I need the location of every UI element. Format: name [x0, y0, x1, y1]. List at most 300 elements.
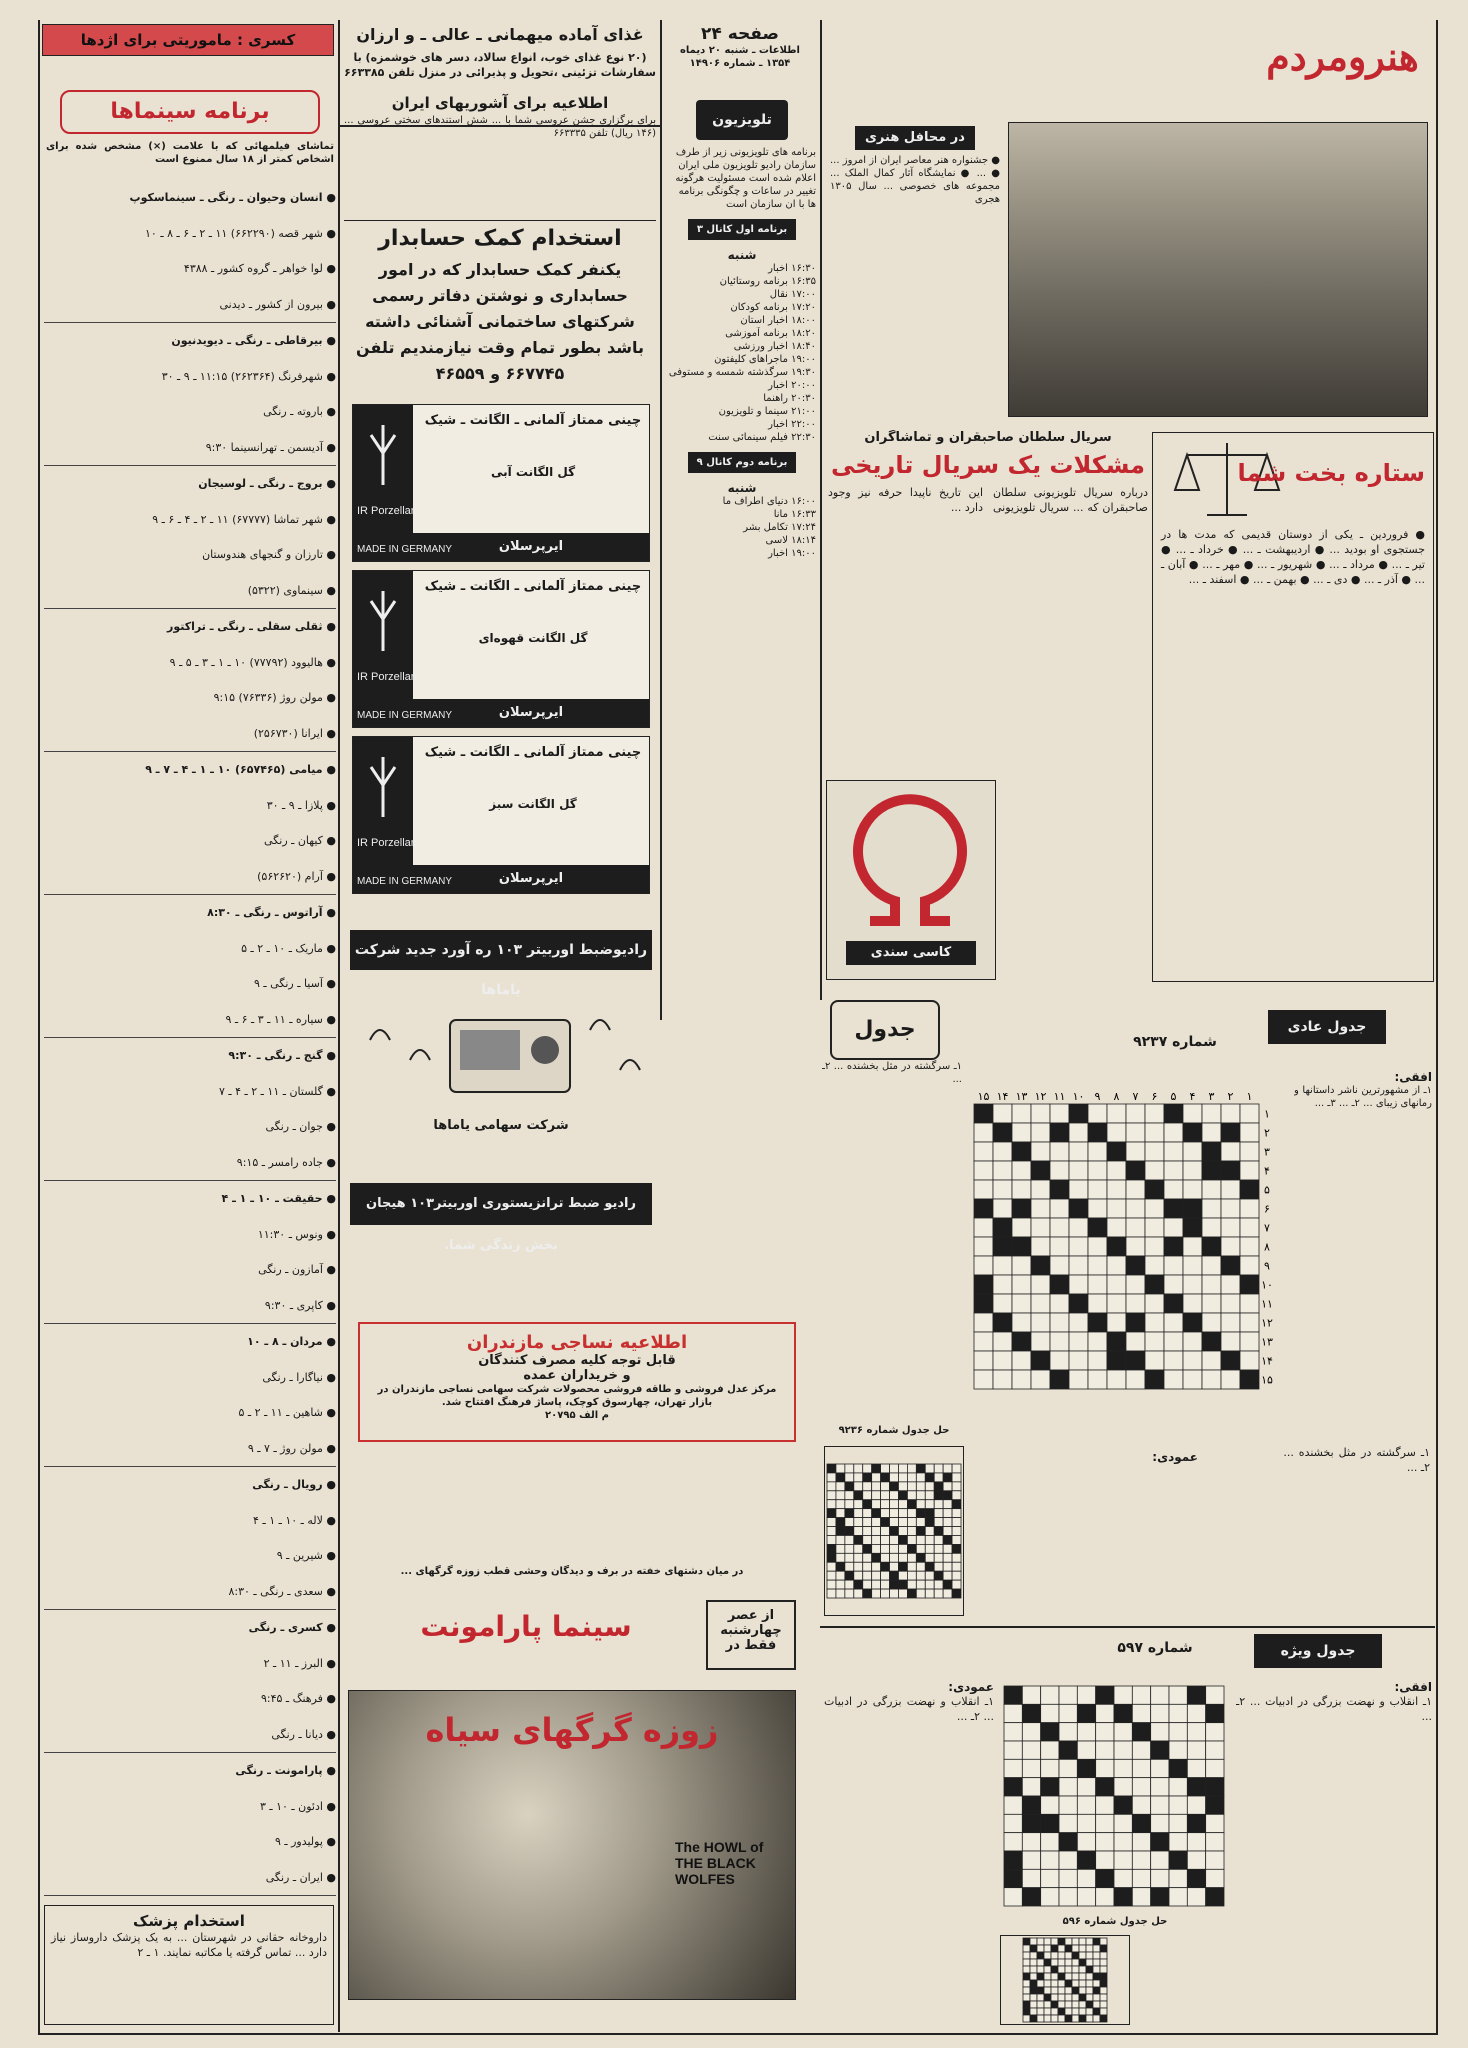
crossword1-grid-svg	[968, 1080, 1278, 1410]
crossword-block-cell	[1023, 2008, 1030, 2015]
crossword-column-number: ۱۴	[996, 1090, 1009, 1103]
crossword2-solution	[1000, 1935, 1130, 2025]
border-right	[1436, 20, 1438, 2035]
crossword-block-cell	[1050, 1180, 1069, 1199]
crossword2-grid-svg	[1000, 1680, 1228, 1910]
crossword-cell	[1126, 1180, 1145, 1199]
crossword-cell	[827, 1589, 836, 1598]
cinema-list-item: ● آسیا ـ رنگی ـ ۹	[253, 977, 336, 990]
crossword-cell	[1221, 1294, 1240, 1313]
crossword-cell	[1151, 1851, 1169, 1869]
crossword-block-cell	[1126, 1351, 1145, 1370]
crossword-block-cell	[1065, 1980, 1072, 1987]
crossword-cell	[1023, 2015, 1030, 2022]
crossword2-number: شماره ۵۹۷	[1117, 1640, 1193, 1656]
crossword-block-cell	[890, 1527, 899, 1536]
crossword-block-cell	[836, 1518, 845, 1527]
crossword-cell	[827, 1527, 836, 1536]
crossword2-v-label: عمودی:	[948, 1680, 994, 1694]
crossword-block-cell	[1030, 1980, 1037, 1987]
crossword-block-cell	[1093, 1938, 1100, 1945]
crossword-cell	[1041, 1759, 1059, 1777]
crossword-cell	[1126, 1237, 1145, 1256]
crossword-cell	[1164, 1256, 1183, 1275]
cinema-list-item: ● شهر قصه (۶۶۲۲۹۰) ۱۱ ـ ۲ ـ ۶ ـ ۸ ـ ۱۰	[145, 226, 336, 240]
crossword-cell	[1164, 1313, 1183, 1332]
crossword-cell	[863, 1562, 872, 1571]
food-ad-text: (۲۰ نوع غذای خوب، انواع سالاد، دسر های خوشمزه) با سفارشات تزئینی ،تحویل و پذیرائی در منزل تلفن ۶۶۳۳۸۵	[344, 51, 656, 79]
crossword-cell	[974, 1237, 993, 1256]
tv-ch1-item: ۱۹:۰۰ ماجراهای کلیفتون	[714, 354, 816, 365]
crossword-cell	[1164, 1370, 1183, 1389]
crossword-cell	[827, 1580, 836, 1589]
crossword-cell	[1065, 1966, 1072, 1973]
crossword-cell	[1088, 1370, 1107, 1389]
cinema-list-item: ● نیاگارا ـ رنگی	[262, 1370, 336, 1384]
crossword-cell	[1023, 1959, 1030, 1966]
crossword-cell	[907, 1562, 916, 1571]
crossword-block-cell	[1240, 1180, 1259, 1199]
crossword-cell	[890, 1518, 899, 1527]
crossword-cell	[1077, 1723, 1095, 1741]
crossword-cell	[854, 1473, 863, 1482]
crossword-cell	[1240, 1161, 1259, 1180]
crossword-cell	[854, 1562, 863, 1571]
crossword-cell	[943, 1571, 952, 1580]
crossword-cell	[845, 1500, 854, 1509]
crossword-cell	[934, 1518, 943, 1527]
crossword-block-cell	[1037, 1987, 1044, 1994]
crossword-cell	[881, 1544, 890, 1553]
crossword-block-cell	[1031, 1351, 1050, 1370]
cinema-list-item: ● جاده رامسر ـ ۹:۱۵	[44, 1145, 336, 1182]
porcelain-ad-3	[352, 736, 650, 894]
crossword-cell	[1107, 1313, 1126, 1332]
crossword-cell	[974, 1180, 993, 1199]
crossword-cell	[1088, 1275, 1107, 1294]
crossword-cell	[1086, 1973, 1093, 1980]
crossword-cell	[1240, 1351, 1259, 1370]
crossword-cell	[890, 1500, 899, 1509]
crossword-cell	[943, 1589, 952, 1598]
porcelain-logo-1	[353, 405, 413, 561]
hrule-crossword2	[820, 1626, 1435, 1628]
crossword-block-cell	[1187, 1778, 1205, 1796]
crossword2-prev: حل جدول شماره ۵۹۶	[1062, 1916, 1168, 1927]
crossword-cell	[898, 1544, 907, 1553]
crossword-cell	[1050, 1142, 1069, 1161]
crossword-cell	[1065, 1987, 1072, 1994]
tv-ch1-item: ۱۸:۲۰ برنامه آموزشی	[725, 328, 816, 339]
crossword-cell	[1093, 1980, 1100, 1987]
crossword-cell	[916, 1562, 925, 1571]
crossword2-vertical	[824, 1680, 994, 2025]
crossword-block-cell	[943, 1473, 952, 1482]
crossword-cell	[1079, 1952, 1086, 1959]
crossword-cell	[993, 1256, 1012, 1275]
tv-ch1-list	[668, 262, 816, 444]
crossword-cell	[836, 1544, 845, 1553]
crossword-cell	[872, 1571, 881, 1580]
crossword-cell	[1221, 1218, 1240, 1237]
crossword2-h-label: افقی:	[1394, 1680, 1432, 1694]
crossword-cell	[836, 1509, 845, 1518]
crossword-block-cell	[993, 1237, 1012, 1256]
crossword1-solution-svg	[825, 1447, 963, 1615]
omega-logo-icon	[826, 781, 995, 941]
crossword-cell	[881, 1580, 890, 1589]
crossword-block-cell	[1086, 2001, 1093, 2008]
cinema-list-banner	[60, 90, 320, 134]
crossword-cell	[863, 1580, 872, 1589]
crossword-cell	[916, 1473, 925, 1482]
crossword-cell	[952, 1491, 961, 1500]
cinema-list-item: ● شیرین ـ ۹	[276, 1549, 336, 1562]
horoscope	[1152, 432, 1434, 982]
crossword-cell	[1187, 1851, 1205, 1869]
crossword-cell	[1030, 1952, 1037, 1959]
crossword-block-cell	[1093, 1973, 1100, 1980]
crossword-cell	[925, 1580, 934, 1589]
crossword-cell	[1164, 1218, 1183, 1237]
crossword-cell	[1050, 1313, 1069, 1332]
cinema-list-item: ● گنج ـ رنگی ـ ۹:۳۰	[228, 1049, 336, 1062]
cinema-list-item: ● مردان ـ ۸ ـ ۱۰	[247, 1335, 336, 1348]
tv-ch2-item: ۱۶:۳۳ مانا	[773, 509, 816, 520]
cinema-list-item: ● ماریک ـ ۱۰ ـ ۲ ـ ۵	[241, 941, 336, 955]
crossword-cell	[1086, 1952, 1093, 1959]
crossword-cell	[898, 1527, 907, 1536]
crossword-cell	[863, 1571, 872, 1580]
crossword-column-number: ۸	[1113, 1090, 1120, 1103]
crossword2-tag: جدول ویژه	[1254, 1634, 1382, 1668]
crossword-cell	[1114, 1869, 1132, 1887]
crossword-cell	[872, 1562, 881, 1571]
crossword-cell	[1114, 1759, 1132, 1777]
crossword-block-cell	[1050, 1123, 1069, 1142]
cinema-ad-venue: سینما پارامونت	[420, 1610, 632, 1643]
crossword-cell	[1145, 1294, 1164, 1313]
crossword-cell	[1072, 1938, 1079, 1945]
crossword-cell	[1240, 1104, 1259, 1123]
tv-ch2-item: ۱۹:۰۰ اخبار	[768, 548, 816, 559]
crossword-cell	[1051, 2015, 1058, 2022]
crossword-cell	[1151, 1704, 1169, 1722]
crossword-cell	[1069, 1161, 1088, 1180]
crossword-block-cell	[1030, 1987, 1037, 1994]
crossword-block-cell	[1059, 1833, 1077, 1851]
crossword-cell	[1050, 1104, 1069, 1123]
crossword-block-cell	[916, 1509, 925, 1518]
crossword-block-cell	[1206, 1796, 1224, 1814]
crossword-cell	[925, 1527, 934, 1536]
crossword-logo-text: جدول	[854, 1017, 916, 1042]
crossword-cell	[1088, 1161, 1107, 1180]
crossword-cell	[1107, 1180, 1126, 1199]
serial-kicker: سریال سلطان صاحبقران و تماشاگران	[864, 430, 1112, 445]
cinema-list-items	[44, 180, 336, 1900]
crossword-cell	[1114, 1778, 1132, 1796]
crossword-block-cell	[934, 1527, 943, 1536]
crossword-block-cell	[1041, 1778, 1059, 1796]
crossword-cell	[1012, 1351, 1031, 1370]
radio-cassette-icon	[350, 1000, 652, 1108]
crossword-cell	[907, 1482, 916, 1491]
crossword-cell	[1023, 1994, 1030, 2001]
tv-ch1-item: ۱۹:۳۰ سرگذشته شمسه و مستوفی	[668, 367, 816, 378]
crossword-cell	[1050, 1237, 1069, 1256]
omega-ad	[826, 780, 996, 980]
crossword-cell	[1151, 1869, 1169, 1887]
crossword-cell	[1072, 1994, 1079, 2001]
crossword-block-cell	[1012, 1142, 1031, 1161]
crossword-block-cell	[1202, 1332, 1221, 1351]
crossword-cell	[993, 1275, 1012, 1294]
crossword-logo	[830, 1000, 940, 1060]
crossword-cell	[1164, 1180, 1183, 1199]
crossword-cell	[907, 1473, 916, 1482]
accountant-ad-title: استخدام کمک حسابدار	[378, 226, 622, 251]
crossword-cell	[952, 1580, 961, 1589]
crossword-cell	[1079, 1938, 1086, 1945]
crossword-cell	[827, 1518, 836, 1527]
crossword-cell	[1126, 1104, 1145, 1123]
radio-ad-footer: رادیو ضبط ترانزیستوری اوربیتر۱۰۳ هیجان بخش زندگی شما.	[350, 1183, 652, 1225]
crossword1-v-text: ۱ـ سرگشته در مثل بخشنده ... ۲ـ ...	[822, 1061, 962, 1085]
crossword-cell	[863, 1491, 872, 1500]
crossword-block-cell	[907, 1544, 916, 1553]
crossword-block-cell	[925, 1562, 934, 1571]
crossword-row-number: ۱۵	[1261, 1373, 1273, 1387]
crossword-cell	[1145, 1237, 1164, 1256]
crossword-cell	[1044, 1980, 1051, 1987]
cinema-ad-when: از عصر چهارشنبه فقط در	[706, 1600, 796, 1670]
crossword-cell	[1041, 1888, 1059, 1906]
crossword-cell	[1079, 2008, 1086, 2015]
crossword-cell	[1058, 1994, 1065, 2001]
crossword-block-cell	[898, 1491, 907, 1500]
crossword-cell	[1093, 1959, 1100, 1966]
crossword-cell	[1164, 1161, 1183, 1180]
crossword-cell	[1183, 1275, 1202, 1294]
assyrian-ad-title: اطلاعیه برای آشوریهای ایران	[391, 94, 609, 112]
crossword-cell	[1183, 1161, 1202, 1180]
crossword-cell	[845, 1553, 854, 1562]
crossword1-v-label: عمودی:	[1152, 1450, 1198, 1464]
crossword-cell	[1164, 1332, 1183, 1351]
crossword-cell	[1126, 1370, 1145, 1389]
crossword-cell	[943, 1553, 952, 1562]
crossword-cell	[1059, 1686, 1077, 1704]
crossword-cell	[934, 1535, 943, 1544]
crossword-cell	[1031, 1237, 1050, 1256]
crossword-cell	[974, 1123, 993, 1142]
crossword-block-cell	[1031, 1161, 1050, 1180]
crossword-block-cell	[836, 1473, 845, 1482]
crossword-cell	[1037, 1980, 1044, 1987]
crossword-block-cell	[943, 1580, 952, 1589]
crossword-cell	[1022, 1851, 1040, 1869]
crossword-cell	[1012, 1123, 1031, 1142]
crossword-cell	[1107, 1370, 1126, 1389]
textile-ad-sub2: و خریداران عمده	[523, 1368, 631, 1383]
crossword-cell	[1100, 1987, 1107, 1994]
crossword-block-cell	[881, 1518, 890, 1527]
tv-ch1-item: ۲۱:۰۰ سینما و تلویزیون	[718, 406, 816, 417]
crossword-cell	[1206, 1869, 1224, 1887]
porcelain-brand-3: IR Porzellan	[357, 837, 417, 849]
crossword2-grid	[1000, 1680, 1228, 1910]
crossword-block-cell	[952, 1544, 961, 1553]
crossword-cell	[907, 1464, 916, 1473]
crossword-cell	[1037, 1994, 1044, 2001]
crossword-cell	[1041, 1704, 1059, 1722]
crossword-block-cell	[1151, 1888, 1169, 1906]
crossword-block-cell	[1050, 1370, 1069, 1389]
crossword-cell	[1037, 2001, 1044, 2008]
crossword-block-cell	[1100, 1973, 1107, 1980]
crossword-cell	[1187, 1704, 1205, 1722]
crossword-cell	[1096, 1704, 1114, 1722]
crossword-column-number: ۱۳	[1015, 1090, 1028, 1103]
crossword-cell	[845, 1589, 854, 1598]
crossword-cell	[1041, 1686, 1059, 1704]
crossword-cell	[845, 1473, 854, 1482]
crossword-cell	[1069, 1123, 1088, 1142]
crossword-block-cell	[1183, 1218, 1202, 1237]
crossword1-grid	[968, 1080, 1278, 1410]
crossword-cell	[854, 1464, 863, 1473]
crossword-block-cell	[1107, 1142, 1126, 1161]
crossword-cell	[1065, 1938, 1072, 1945]
accountant-ad	[344, 220, 656, 395]
crossword-block-cell	[1114, 1796, 1132, 1814]
crossword-block-cell	[1183, 1313, 1202, 1332]
crossword-cell	[974, 1256, 993, 1275]
crossword-cell	[854, 1527, 863, 1536]
crossword-block-cell	[925, 1509, 934, 1518]
porcelain-crown-icon	[353, 405, 413, 561]
crossword-block-cell	[1183, 1199, 1202, 1218]
tv-ch2-list	[668, 495, 816, 560]
crossword-block-cell	[943, 1491, 952, 1500]
crossword-cell	[907, 1491, 916, 1500]
crossword-column-number: ۳	[1208, 1090, 1215, 1103]
tv-ch1-item: ۱۷:۰۰ نقال	[769, 289, 816, 300]
crossword-cell	[1079, 1966, 1086, 1973]
crossword-block-cell	[898, 1562, 907, 1571]
serial-text: درباره سریال تلویزیونی سلطان صاحبقران که ... سریال تلویزیونی این تاریخ ناپیدا حرفه نیز وجود دارد ...	[828, 486, 1148, 514]
crossword-cell	[1107, 1161, 1126, 1180]
crossword-cell	[1151, 1796, 1169, 1814]
crossword-cell	[1059, 1796, 1077, 1814]
crossword-block-cell	[1004, 1851, 1022, 1869]
crossword-cell	[1031, 1123, 1050, 1142]
crossword-cell	[1030, 1966, 1037, 1973]
cinema-list-item: ● بیرقاطی ـ رنگی ـ دیویدنیون	[171, 334, 336, 347]
crossword-block-cell	[827, 1553, 836, 1562]
crossword-block-cell	[916, 1464, 925, 1473]
cinema-list-item: ● سیاره ـ ۱۱ ـ ۳ ـ ۶ ـ ۹	[44, 1002, 336, 1039]
masthead-title: هنرومردم	[1266, 34, 1419, 79]
cinema-list-item: ● آرام (۵۶۲۶۲۰)	[44, 859, 336, 896]
crossword-cell	[881, 1527, 890, 1536]
crossword-cell	[898, 1482, 907, 1491]
cinema-list-item: ● مولن روژ (۷۶۳۳۶) ۹:۱۵	[213, 691, 336, 704]
crossword-cell	[1093, 1945, 1100, 1952]
crossword-cell	[1079, 2001, 1086, 2008]
crossword-column-number: ۱	[1246, 1090, 1253, 1103]
crossword-cell	[916, 1491, 925, 1500]
crossword-cell	[1077, 1869, 1095, 1887]
crossword-cell	[1031, 1370, 1050, 1389]
tv-ch1-item: ۱۸:۴۰ اخبار ورزشی	[733, 341, 816, 352]
crossword-block-cell	[827, 1544, 836, 1553]
crossword-cell	[1240, 1313, 1259, 1332]
crossword-cell	[943, 1482, 952, 1491]
crossword-block-cell	[1096, 1686, 1114, 1704]
crossword-block-cell	[845, 1509, 854, 1518]
crossword-block-cell	[1072, 1987, 1079, 1994]
crossword-cell	[1051, 1973, 1058, 1980]
crossword-cell	[1012, 1161, 1031, 1180]
tv-ch2-item: ۱۷:۲۴ تکامل بشر	[743, 522, 816, 533]
crossword-cell	[836, 1553, 845, 1562]
crossword-cell	[1077, 1814, 1095, 1832]
doctor-ad-text: داروخانه حقانی در شهرستان ... به یک پزشک داروساز نیاز دارد ... تماس گرفته یا مکاتبه نمایند. ۱ ـ ۲	[51, 1931, 327, 1959]
crossword-cell	[1151, 1759, 1169, 1777]
crossword-block-cell	[1077, 1851, 1095, 1869]
cinema-list-item: ● آمازون ـ رنگی	[258, 1263, 336, 1276]
crossword-cell	[916, 1535, 925, 1544]
crossword-block-cell	[1077, 1704, 1095, 1722]
crossword-cell	[845, 1518, 854, 1527]
crossword-block-cell	[1164, 1294, 1183, 1313]
crossword-block-cell	[1058, 2008, 1065, 2015]
crossword-cell	[1065, 1973, 1072, 1980]
crossword-cell	[1187, 1723, 1205, 1741]
crossword-cell	[943, 1509, 952, 1518]
crossword-cell	[943, 1527, 952, 1536]
crossword-block-cell	[1093, 2008, 1100, 2015]
crossword-cell	[934, 1580, 943, 1589]
crossword-cell	[1069, 1370, 1088, 1389]
crossword-cell	[1069, 1218, 1088, 1237]
issue-info	[665, 24, 815, 94]
cinema-ad-header	[348, 1600, 796, 1680]
crossword-cell	[854, 1544, 863, 1553]
crossword-cell	[1100, 2008, 1107, 2015]
tv-ch1-day: شنبه	[727, 248, 757, 262]
crossword-cell	[1164, 1123, 1183, 1142]
crossword-block-cell	[1221, 1256, 1240, 1275]
crossword-cell	[1050, 1256, 1069, 1275]
crossword-cell	[1037, 2008, 1044, 2015]
crossword-block-cell	[1023, 1938, 1030, 1945]
crossword-row-number: ۱۳	[1261, 1335, 1273, 1349]
crossword-block-cell	[863, 1544, 872, 1553]
crossword-cell	[1169, 1796, 1187, 1814]
crossword-cell	[1072, 2015, 1079, 2022]
crossword-cell	[1202, 1218, 1221, 1237]
crossword-block-cell	[1050, 1275, 1069, 1294]
crossword-cell	[1044, 2001, 1051, 2008]
doctor-ad	[44, 1905, 334, 2025]
crossword-cell	[1093, 1952, 1100, 1959]
crossword-cell	[1169, 1686, 1187, 1704]
porcelain-item-1: گل الگانت آبی	[490, 465, 576, 479]
crossword-block-cell	[1012, 1237, 1031, 1256]
